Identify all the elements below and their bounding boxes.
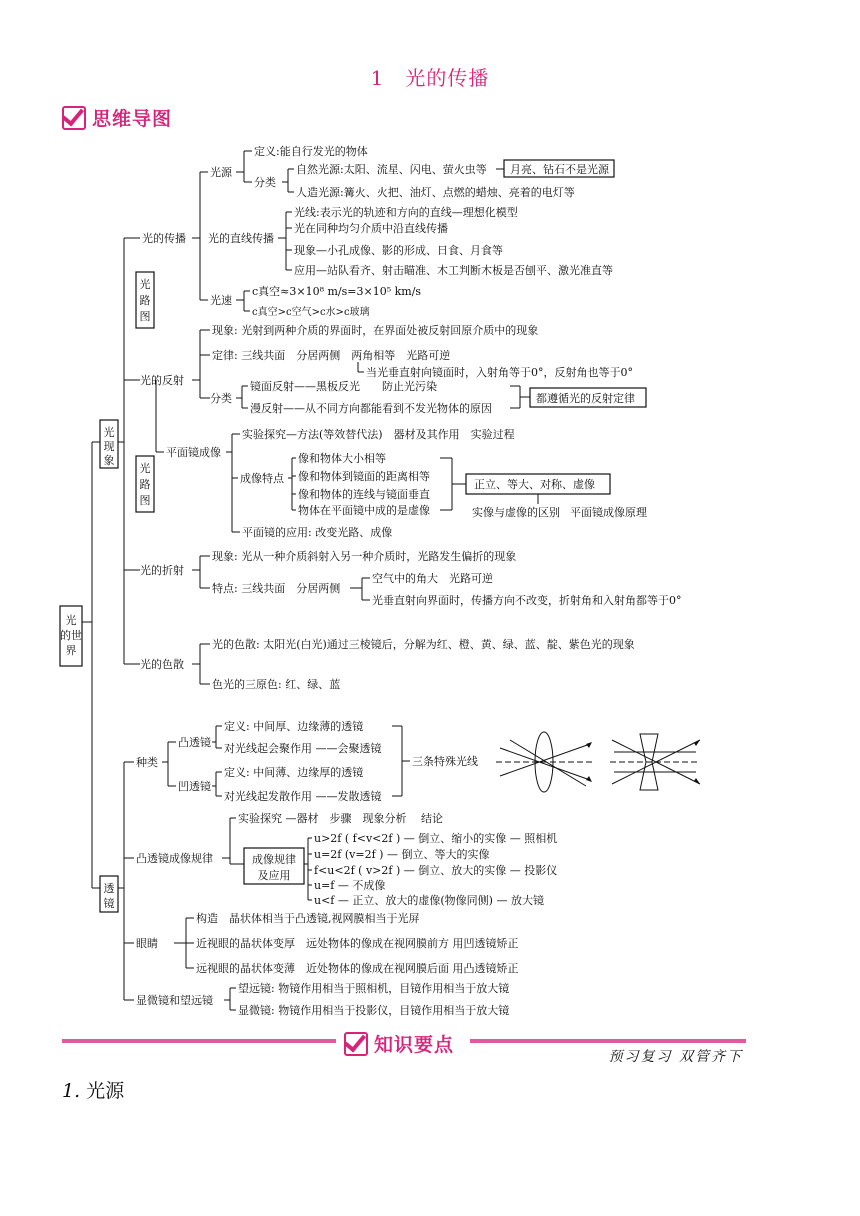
motto: 预习复习 双管齐下 bbox=[608, 1049, 743, 1065]
concave-definition: 定义: 中间薄、边缘厚的透镜 bbox=[224, 766, 364, 779]
refraction-features: 特点: 三线共面 分居两侧 bbox=[212, 582, 341, 595]
imaging-rule-5: u<f — 正立、放大的虚像(物像同侧) — 放大镜 bbox=[314, 894, 544, 907]
mirror-note-principle: 平面镜成像原理 bbox=[570, 506, 647, 519]
three-special-rays: 三条特殊光线 bbox=[412, 755, 478, 768]
light-source-definition: 定义:能自行发光的物体 bbox=[254, 145, 368, 158]
telescope: 望远镜: 物镜作用相当于照相机，目镜作用相当于放大镜 bbox=[238, 982, 510, 995]
mirror-summary: 正立、等大、对称、虚像 bbox=[474, 478, 595, 491]
not-light-source-note: 月亮、钻石不是光源 bbox=[510, 163, 609, 176]
concave-effect: 对光线起发散作用 ——发散透镜 bbox=[224, 790, 382, 803]
lens-types-node: 种类 bbox=[136, 756, 158, 769]
knowledge-badge bbox=[344, 1030, 454, 1057]
lens-branch-label-1: 透 bbox=[103, 882, 115, 895]
path-diagram-2-c: 图 bbox=[139, 494, 151, 507]
myopia: 近视眼的晶状体变厚 远处物体的像成在视网膜前方 用凹透镜矫正 bbox=[196, 937, 519, 950]
path-diagram-2-a: 光 bbox=[139, 462, 151, 475]
convex-imaging-experiment: 实验探究 —器材 步骤 现象分析 结论 bbox=[238, 812, 443, 825]
section-heading bbox=[62, 1076, 124, 1103]
mirror-feature-2: 像和物体到镜面的距离相等 bbox=[298, 470, 430, 483]
plane-mirror-node: 平面镜成像 bbox=[166, 446, 221, 459]
straight-applications: 应用—站队看齐、射击瞄准、木工判断木板是否刨平、激光准直等 bbox=[294, 264, 613, 277]
dispersion-description: 光的色散: 太阳光(白光)通过三棱镜后，分解为红、橙、黄、绿、蓝、靛、紫色光的现象 bbox=[212, 638, 635, 651]
microscope: 显微镜: 物镜作用相当于投影仪，目镜作用相当于放大镜 bbox=[238, 1004, 510, 1017]
concave-lens-node: 凹透镜 bbox=[178, 780, 211, 793]
speed-value: c真空≈3×10⁸ m/s=3×10⁵ km/s bbox=[252, 285, 422, 298]
rules-label-2: 及应用 bbox=[257, 869, 291, 882]
phenomena-label-2: 现 bbox=[103, 440, 115, 453]
scopes-node: 显微镜和望远镜 bbox=[136, 994, 213, 1007]
divider-right bbox=[470, 1039, 746, 1043]
convex-effect: 对光线起会聚作用 ——会聚透镜 bbox=[224, 742, 382, 755]
root-label-3: 界 bbox=[65, 644, 77, 657]
straight-line-node: 光的直线传播 bbox=[208, 232, 274, 245]
imaging-rule-1: u>2f ( f<v<2f ) — 倒立、缩小的实像 — 照相机 bbox=[314, 832, 558, 845]
primary-colors: 色光的三原色: 红、绿、蓝 bbox=[212, 678, 341, 691]
plane-mirror-application: 平面镜的应用: 改变光路、成像 bbox=[242, 526, 393, 539]
knowledge-badge-label: 知识要点 bbox=[374, 1034, 455, 1056]
imaging-rule-2: u=2f (v=2f ) — 倒立、等大的实像 bbox=[314, 848, 490, 861]
artificial-light-sources: 人造光源:篝火、火把、油灯、点燃的蜡烛、亮着的电灯等 bbox=[296, 186, 575, 199]
hyperopia: 远视眼的晶状体变薄 近处物体的像成在视网膜后面 用凸透镜矫正 bbox=[196, 962, 519, 975]
refraction-node: 光的折射 bbox=[140, 564, 184, 577]
mirror-feature-1: 像和物体大小相等 bbox=[298, 452, 386, 465]
check-box-icon bbox=[344, 1032, 368, 1056]
section-title: 光源 bbox=[86, 1080, 125, 1102]
phenomena-label-1: 光 bbox=[103, 426, 115, 439]
lens-branch-label-2: 镜 bbox=[103, 897, 115, 910]
root-label-1: 光 bbox=[65, 614, 77, 627]
speed-node: 光速 bbox=[210, 294, 232, 307]
eye-node: 眼睛 bbox=[136, 937, 158, 950]
concave-lens-ray-diagram bbox=[610, 734, 700, 790]
both-follow-law: 都遵循光的反射定律 bbox=[536, 392, 635, 405]
light-ray-model: 光线:表示光的轨迹和方向的直线—理想化模型 bbox=[294, 206, 518, 219]
path-diagram-1-c: 图 bbox=[139, 310, 151, 323]
propagation-node: 光的传播 bbox=[142, 232, 186, 245]
convex-imaging-node: 凸透镜成像规律 bbox=[136, 852, 213, 865]
reflection-classify: 分类 bbox=[210, 392, 232, 405]
reflection-vertical: 当光垂直射向镜面时，入射角等于0°，反射角也等于0° bbox=[366, 366, 633, 379]
convex-definition: 定义: 中间厚、边缘薄的透镜 bbox=[224, 720, 364, 733]
speed-compare: c真空>c空气>c水>c玻璃 bbox=[252, 307, 370, 318]
page-title: 1 光的传播 bbox=[370, 66, 490, 90]
imaging-rule-4: u=f — 不成像 bbox=[314, 879, 386, 892]
mindmap-badge-label: 思维导图 bbox=[92, 108, 173, 130]
reflection-node: 光的反射 bbox=[140, 374, 184, 387]
imaging-rule-3: f<u<2f ( v>2f ) — 倒立、放大的实像 — 投影仪 bbox=[314, 864, 558, 877]
refraction-feature-1: 空气中的角大 光路可逆 bbox=[372, 572, 493, 585]
path-diagram-1-b: 路 bbox=[139, 294, 151, 307]
mirror-feature-4: 物体在平面镜中成的是虚像 bbox=[298, 504, 430, 517]
light-source-node: 光源 bbox=[210, 166, 232, 179]
reflection-law: 定律: 三线共面 分居两侧 两角相等 光路可逆 bbox=[212, 349, 451, 362]
refraction-feature-2: 光垂直射向界面时，传播方向不改变，折射角和入射角都等于0° bbox=[372, 594, 682, 607]
plane-mirror-experiment: 实验探究—方法(等效替代法) 器材及其作用 实验过程 bbox=[242, 428, 515, 441]
mirror-reflection: 镜面反射——黑板反光 防止光污染 bbox=[250, 380, 437, 393]
path-diagram-1-a: 光 bbox=[139, 278, 151, 291]
section-number: 1. bbox=[62, 1080, 81, 1102]
refraction-phenomenon: 现象: 光从一种介质斜射入另一种介质时，光路发生偏折的现象 bbox=[212, 550, 517, 563]
natural-light-sources: 自然光源:太阳、流星、闪电、萤火虫等 bbox=[296, 163, 487, 176]
mirror-feature-3: 像和物体的连线与镜面垂直 bbox=[298, 488, 430, 501]
rules-label-1: 成像规律 bbox=[252, 853, 296, 866]
straight-phenomena: 现象—小孔成像、影的形成、日食、月食等 bbox=[294, 244, 503, 257]
uniform-medium-rule: 光在同种均匀介质中沿直线传播 bbox=[294, 222, 448, 235]
light-source-classify: 分类 bbox=[254, 176, 276, 189]
imaging-features-node: 成像特点 bbox=[240, 472, 284, 485]
path-diagram-2-b: 路 bbox=[139, 478, 151, 491]
root-label-2: 的世 bbox=[60, 629, 82, 642]
diffuse-reflection: 漫反射——从不同方向都能看到不发光物体的原因 bbox=[250, 402, 492, 415]
convex-lens-ray-diagram bbox=[496, 732, 592, 792]
divider-left bbox=[62, 1039, 336, 1043]
convex-lens-node: 凸透镜 bbox=[178, 736, 211, 749]
phenomena-label-3: 象 bbox=[103, 454, 115, 467]
dispersion-node: 光的色散 bbox=[140, 658, 184, 671]
eye-structure: 构造 晶状体相当于凸透镜,视网膜相当于光屏 bbox=[196, 912, 420, 925]
mirror-note-real-virtual: 实像与虚像的区别 bbox=[472, 506, 560, 519]
reflection-phenomenon: 现象: 光射到两种介质的界面时，在界面处被反射回原介质中的现象 bbox=[212, 324, 539, 337]
